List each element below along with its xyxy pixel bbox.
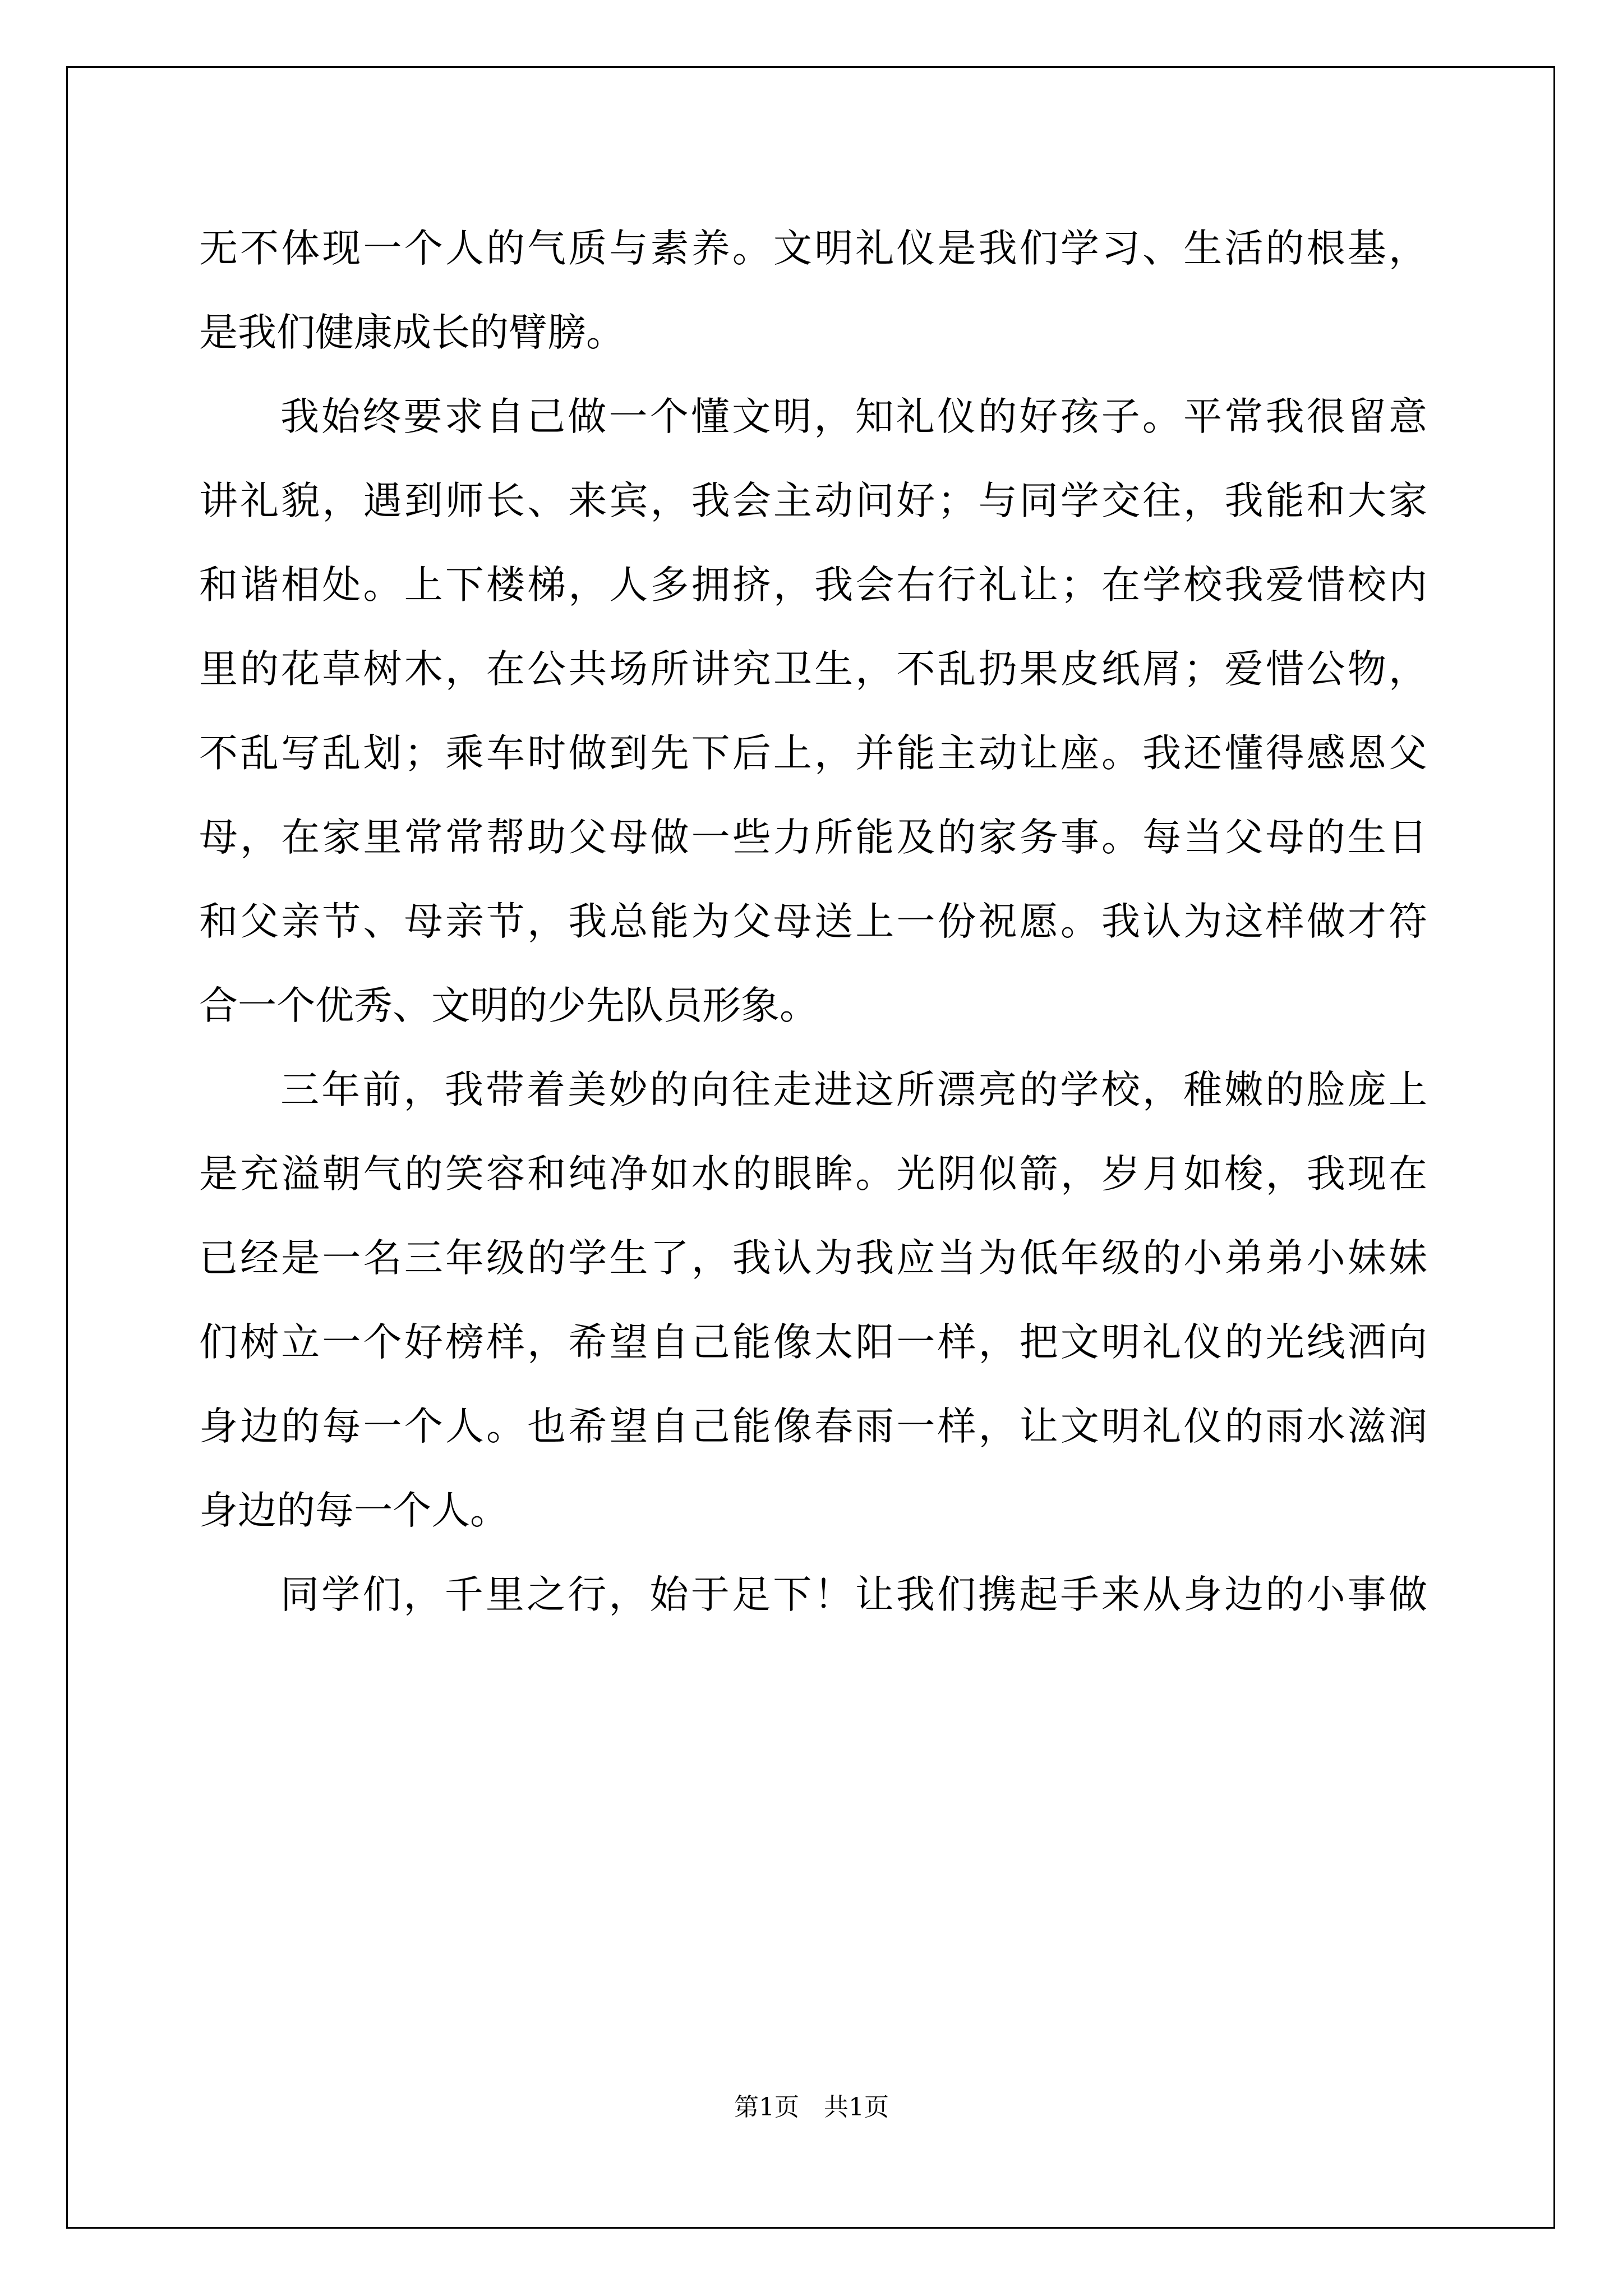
text-line: 我始终要求自己做一个懂文明，知礼仪的好孩子。平常我很留意 <box>280 394 1427 439</box>
text-line: 是充溢朝气的笑容和纯净如水的眼眸。光阴似箭，岁月如梭，我现在 <box>199 1152 1427 1197</box>
document-body <box>199 206 1427 1637</box>
text-line: 和父亲节、母亲节，我总能为父母送上一份祝愿。我认为这样做才符 <box>199 899 1427 944</box>
text-line: 合一个优秀、文明的少先队员形象。 <box>199 983 818 1028</box>
text-line: 不乱写乱划；乘车时做到先下后上，并能主动让座。我还懂得感恩父 <box>199 731 1427 776</box>
text-line: 身边的每一个人。 <box>199 1488 509 1533</box>
text-line: 身边的每一个人。也希望自己能像春雨一样，让文明礼仪的雨水滋润 <box>199 1404 1427 1449</box>
text-line: 是我们健康成长的臂膀。 <box>199 310 625 355</box>
text-line: 三年前，我带着美妙的向往走进这所漂亮的学校，稚嫩的脸庞上 <box>280 1068 1427 1112</box>
text-line: 母，在家里常常帮助父母做一些力所能及的家务事。每当父母的生日 <box>199 815 1427 860</box>
text-line: 无不体现一个人的气质与素养。文明礼仪是我们学习、生活的根基， <box>199 226 1427 271</box>
text-line: 和谐相处。上下楼梯，人多拥挤，我会右行礼让；在学校我爱惜校内 <box>199 563 1427 608</box>
text-line: 讲礼貌，遇到师长、来宾，我会主动问好；与同学交往，我能和大家 <box>199 478 1427 523</box>
page-number-footer: 第1页 共1页 <box>734 2093 889 2122</box>
text-line: 已经是一名三年级的学生了，我认为我应当为低年级的小弟弟小妹妹 <box>199 1236 1427 1281</box>
text-line: 里的花草树木，在公共场所讲究卫生，不乱扔果皮纸屑；爱惜公物， <box>199 647 1427 692</box>
text-line: 们树立一个好榜样，希望自己能像太阳一样，把文明礼仪的光线洒向 <box>199 1320 1427 1365</box>
text-line: 同学们，千里之行，始于足下！让我们携起手来从身边的小事做 <box>280 1572 1427 1617</box>
